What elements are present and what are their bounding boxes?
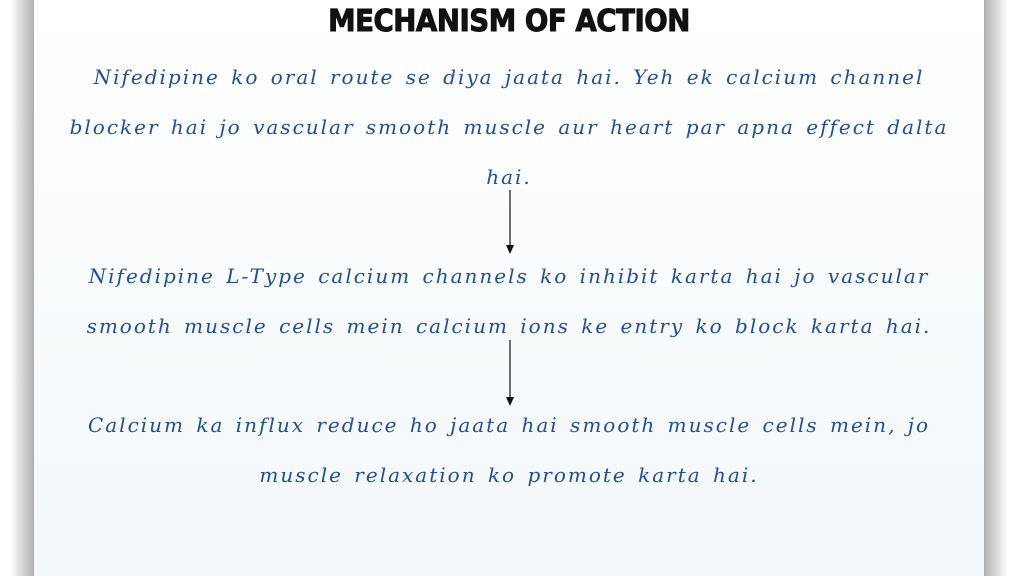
flow-step-1: Nifedipine ko oral route se diya jaata hai. Yeh ek calcium channel blocker hai jo vascular smooth muscle aur heart par apna effect dalta hai. xyxy=(69,65,949,189)
slide-title: MECHANISM OF ACTION xyxy=(328,4,690,39)
down-arrow-2 xyxy=(504,340,516,408)
down-arrow-1 xyxy=(504,190,516,256)
flow-step-2: Nifedipine L-Type calcium channels ko inhibit karta hai jo vascular smooth muscle cells mein calcium ions ke entry ko block karta hai. xyxy=(86,264,932,338)
flow-step-3: Calcium ka influx reduce ho jaata hai smooth muscle cells mein, jo muscle relaxation ko promote karta hai. xyxy=(87,413,931,487)
slide-page xyxy=(34,0,984,576)
